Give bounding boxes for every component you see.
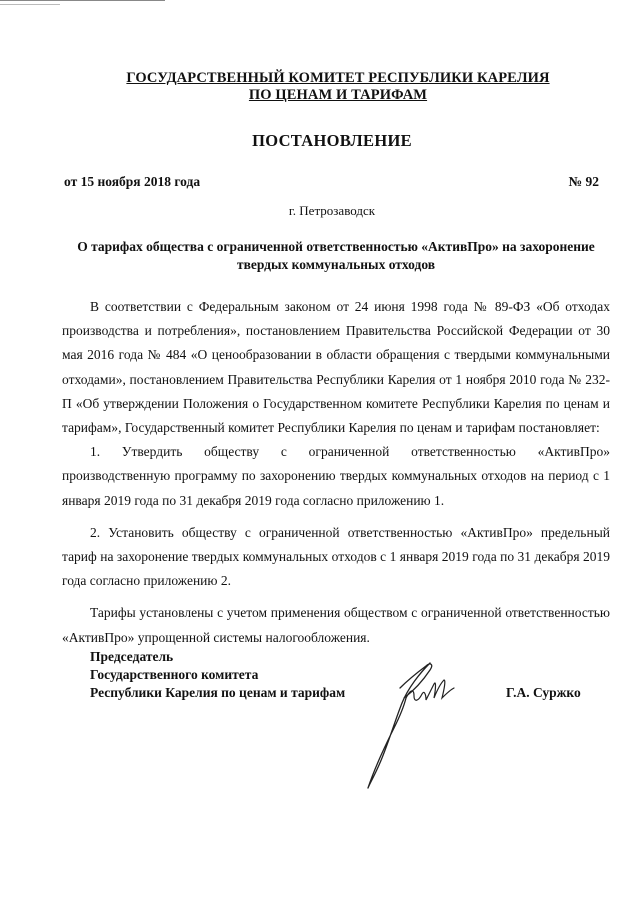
item-1-paragraph: 1. Утвердить обществу с ограниченной ответственностью «АктивПро» производственную программу по захоронению твердых коммунальных отходов на период с 1 января 2019 года по 31 декабря 2019 года согласно приложению 1. [62,444,610,508]
signatory-title-1: Председатель [90,649,174,664]
issuer-line-2: ПО ЦЕНАМ И ТАРИФАМ [248,87,428,103]
signatory-title-2: Государственного комитета [90,667,259,682]
signatory-title-3: Республики Карелия по ценам и тарифам [90,685,346,700]
signatory-name: Г.А. Суржко [506,685,581,700]
document-number: № 92 [568,174,599,189]
item-2-paragraph: 2. Установить обществу с ограниченной ответственностью «АктивПро» предельный тариф на захоронение твердых коммунальных отходов с 1 января 2019 года по 31 декабря 2019 года согласно приложению 2. [62,524,610,589]
document-date: от 15 ноября 2018 года [64,174,201,189]
note-paragraph: Тарифы установлены с учетом применения обществом с ограниченной ответственностью «АктивПро» упрощенной системы налогообложения. [62,605,610,645]
signatory-block [90,648,590,702]
handwritten-signature [360,658,470,793]
document-type: ПОСТАНОВЛЕНИЕ [252,131,412,150]
scan-artifact-line [0,0,165,1]
document-subject: О тарифах общества с ограниченной ответственностью «АктивПро» на захоронение твердых коммунальных отходов [77,239,595,272]
scan-artifact-line [0,4,60,5]
preamble-paragraph: В соответствии с Федеральным законом от 24 июня 1998 года № 89-ФЗ «Об отходах производства и потребления», постановлением Правительства Российской Федерации от 30 мая 2016 года № 484 «О ценообразовании в области обращения с твердыми коммунальными отходами», постановлением Правительства Республики Карелия от 1 ноября 2010 года № 232-П «Об утверждении Положения о Государственном комитете Республики Карелия по ценам и тарифам», Государственный комитет Республики Карелия по ценам и тарифам постановляет: [62,299,610,436]
issuer-line-1: ГОСУДАРСТВЕННЫЙ КОМИТЕТ РЕСПУБЛИКИ КАРЕЛИЯ [126,70,550,86]
document-city: г. Петрозаводск [288,203,376,218]
date-number-line [64,174,599,190]
issuer-header [0,70,640,104]
document-body [62,295,610,650]
